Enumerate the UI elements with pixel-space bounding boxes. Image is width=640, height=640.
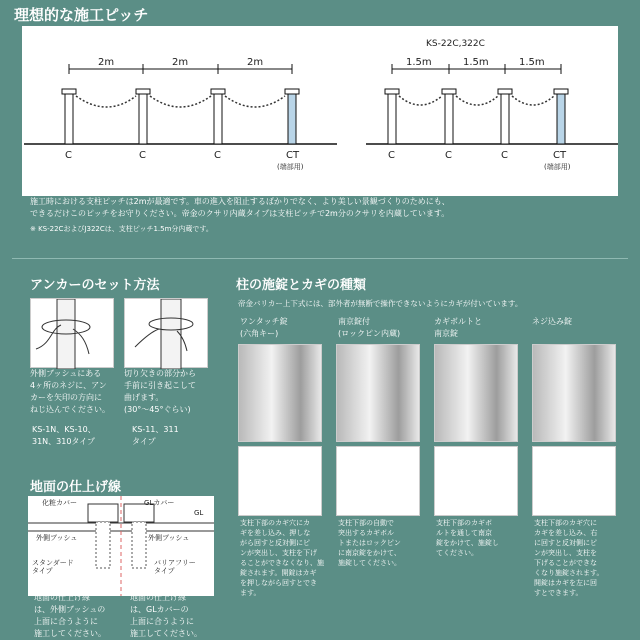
lock-type-4-text: 支柱下部のカギ穴に カギを差し込み、右 に回すと反対側にピ ンが突出し、支柱を 下げることができな くなり施錠されます。 開錠はカギを左に回 すとできます。	[534, 519, 604, 597]
left-label-1: C	[65, 150, 72, 161]
lock-type-3-text: 支柱下部のカギボ ルトを通して南京 錠をかけて、施錠し てください。	[436, 519, 499, 557]
pitch-note: ※ KS-22CおよびJ322Cは、支柱ピッチ1.5m分内蔵です。	[30, 225, 213, 233]
ground-title: 地面の仕上げ線	[30, 480, 122, 495]
right-spacing-3: 1.5m	[519, 57, 545, 68]
anchor-right-illustration	[124, 298, 208, 368]
right-label-1: C	[388, 150, 395, 161]
right-spacing-2: 1.5m	[463, 57, 489, 68]
ground-type-2: バリアフリー タイプ	[154, 559, 196, 575]
lock-type-3-name: カギボルトと 南京錠	[434, 317, 482, 338]
anchor-left-models: KS-1N、KS-10、 31N、310タイプ	[32, 425, 96, 446]
lock-drawing-3	[434, 446, 518, 516]
ground-right-text: 地面の仕上げ線 は、GLカバーの 上面に合うように 施工してください。	[130, 593, 202, 638]
ground-bush-2: 外側ブッシュ	[148, 534, 190, 542]
right-label-4: CT	[553, 150, 567, 161]
lock-type-2-text: 支柱下部の自動で 突出するカギボル トまたはロックピン に南京錠をかけて、 施錠してください。	[338, 519, 401, 567]
lock-title: 柱の施錠とカギの種類	[236, 278, 367, 293]
anchor-right-models: KS-11、311 タイプ	[132, 425, 179, 446]
left-end-note: (端部用)	[277, 163, 304, 171]
right-label-2: C	[445, 150, 452, 161]
right-label-3: C	[501, 150, 508, 161]
pitch-diagram-panel	[22, 26, 618, 196]
lock-type-1-text: 支柱下部のカギ穴にカ ギを差し込み、押しな がら回すと反対側にピ ンが突出し、支柱を下げ ることができなくなり、施 錠されます。開錠はカギ を押しながら回すとでき ます。	[240, 519, 324, 597]
pitch-title: 理想的な施工ピッチ	[14, 6, 149, 24]
right-end-note: (端部用)	[544, 163, 571, 171]
pitch-text-1: 施工時における支柱ピッチは2mが最適です。車の進入を阻止するばかりでなく、より美しい景観づくりのためにも、	[30, 197, 450, 206]
ground-type-1: スタンダード タイプ	[32, 559, 74, 575]
pitch-text-2: できるだけこのピッチをお守りください。帝金のクサリ内蔵タイプは支柱ピッチで2m分のクサリを内蔵しています。	[30, 209, 450, 218]
lock-drawing-2	[336, 446, 420, 516]
left-label-2: C	[139, 150, 146, 161]
ground-left-text: 地面の仕上げ線 は、外側ブッシュの 上面に合うように 施工してください。	[34, 593, 106, 638]
ground-gl: GL	[194, 509, 204, 517]
ground-diagram	[28, 496, 214, 596]
lock-drawing-4	[532, 446, 616, 516]
left-spacing-3: 2m	[247, 57, 264, 68]
left-label-3: C	[214, 150, 221, 161]
lock-photo-2	[336, 344, 420, 442]
ground-cover-2: GLカバー	[144, 499, 175, 507]
left-spacing-1: 2m	[98, 57, 115, 68]
lock-photo-4	[532, 344, 616, 442]
section-divider	[12, 258, 628, 259]
anchor-left-illustration	[30, 298, 114, 368]
right-posts	[385, 89, 568, 144]
anchor-left-text: 外側ブッシュにある 4ヶ所のネジに、アン カーを矢印の方向に ねじ込んでください。	[30, 369, 110, 414]
lock-subtitle: 帝金バリカー上下式には、部外者が無断で操作できないようにカギが付いています。	[238, 299, 523, 308]
right-spacing-1: 1.5m	[406, 57, 432, 68]
lock-drawing-1	[238, 446, 322, 516]
left-spacing-2: 2m	[172, 57, 189, 68]
ground-cover-1: 化粧カバー	[42, 499, 77, 507]
lock-type-1-name: ワンタッチ錠 (六角キー)	[240, 317, 288, 338]
anchor-right-text: 切り欠きの部分から 手前に引き起こして 曲げます。 (30°〜45°ぐらい)	[124, 369, 196, 414]
ground-bush-1: 外側ブッシュ	[36, 534, 78, 542]
lock-type-2-name: 南京錠付 (ロックピン内蔵)	[338, 317, 401, 338]
left-posts	[62, 89, 299, 144]
left-label-4: CT	[286, 150, 300, 161]
lock-photo-1	[238, 344, 322, 442]
lock-type-4-name: ネジ込み錠	[532, 317, 572, 326]
anchor-title: アンカーのセット方法	[30, 278, 160, 293]
model-label: KS-22C,322C	[426, 39, 485, 49]
lock-photo-3	[434, 344, 518, 442]
pitch-diagram	[22, 26, 618, 196]
